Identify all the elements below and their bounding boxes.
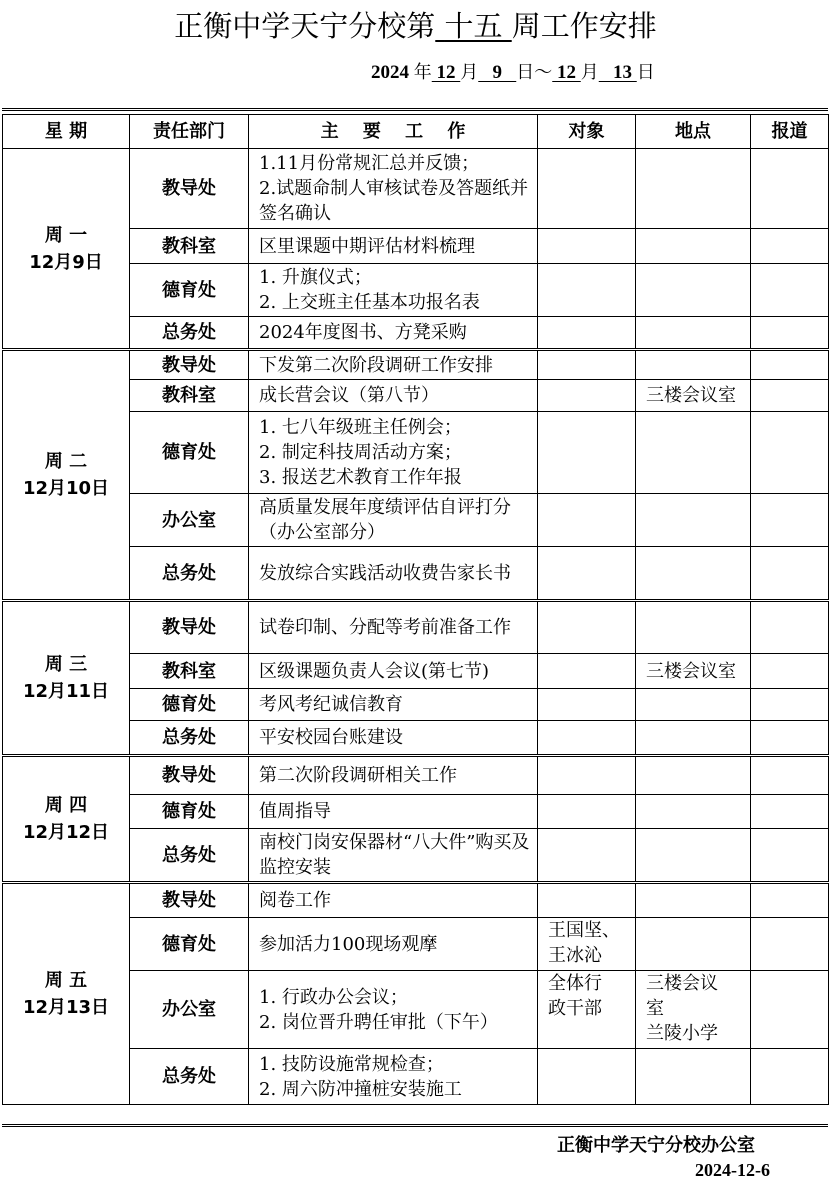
bottom-rule bbox=[2, 1124, 828, 1127]
target-cell bbox=[538, 264, 636, 317]
work-cell bbox=[249, 883, 538, 918]
target-cell bbox=[538, 380, 636, 412]
work-cell bbox=[249, 601, 538, 654]
target-cell bbox=[538, 229, 636, 264]
weekday: 周 三 bbox=[44, 654, 88, 675]
work-cell bbox=[249, 494, 538, 547]
work-cell bbox=[249, 721, 538, 756]
target-cell bbox=[538, 1049, 636, 1105]
work-line: 发放综合实践活动收费告家长书 bbox=[259, 562, 511, 584]
target-cell bbox=[538, 883, 636, 918]
report-cell bbox=[751, 689, 829, 721]
table-row bbox=[3, 149, 829, 229]
work-line: 值周指导 bbox=[259, 801, 331, 822]
dept-cell: 教导处 bbox=[130, 601, 249, 654]
work-cell bbox=[249, 654, 538, 689]
place-cell bbox=[636, 795, 751, 829]
dept-cell: 德育处 bbox=[130, 918, 249, 971]
report-cell bbox=[751, 654, 829, 689]
dept-cell: 教导处 bbox=[130, 756, 249, 795]
report-cell bbox=[751, 795, 829, 829]
dept-cell: 教导处 bbox=[130, 149, 249, 229]
day-cell bbox=[3, 756, 130, 883]
place-cell bbox=[636, 721, 751, 756]
target-cell bbox=[538, 721, 636, 756]
place-line: 三楼会议 bbox=[646, 973, 718, 994]
report-cell bbox=[751, 380, 829, 412]
work-line: 1. 七八年级班主任例会； bbox=[259, 417, 462, 438]
target-cell bbox=[538, 149, 636, 229]
place-cell bbox=[636, 601, 751, 654]
weekday: 周 二 bbox=[44, 451, 88, 472]
dept-cell: 教导处 bbox=[130, 883, 249, 918]
place-cell bbox=[636, 756, 751, 795]
work-line: 南校门岗安保器材“八大件”购买及监控安装 bbox=[259, 832, 530, 878]
report-cell bbox=[751, 829, 829, 883]
report-cell bbox=[751, 229, 829, 264]
target-cell bbox=[538, 829, 636, 883]
target-cell bbox=[538, 918, 636, 971]
work-cell bbox=[249, 918, 538, 971]
work-line: 2024年度图书、方凳采购 bbox=[259, 322, 467, 343]
place-cell bbox=[636, 412, 751, 494]
dept-cell: 教科室 bbox=[130, 229, 249, 264]
work-cell bbox=[249, 756, 538, 795]
day-cell bbox=[3, 883, 130, 1105]
place-cell bbox=[636, 883, 751, 918]
work-cell bbox=[249, 149, 538, 229]
dept-cell: 教科室 bbox=[130, 380, 249, 412]
work-line: 参加活力100现场观摩 bbox=[259, 933, 438, 955]
work-cell bbox=[249, 689, 538, 721]
day-cell bbox=[3, 601, 130, 756]
work-line: 1.11月份常规汇总并反馈； bbox=[259, 153, 480, 174]
dept-cell: 总务处 bbox=[130, 721, 249, 756]
place-cell bbox=[636, 971, 751, 1049]
dept-cell: 教科室 bbox=[130, 654, 249, 689]
place-line: 兰陵小学 bbox=[646, 1023, 718, 1044]
work-line: 3. 报送艺术教育工作年报 bbox=[259, 467, 462, 488]
work-line: 2.试题命制人审核试卷及答题纸并签名确认 bbox=[259, 178, 529, 224]
work-line: 成长营会议（第八节） bbox=[259, 385, 439, 406]
footer-office: 正衡中学天宁分校办公室 bbox=[557, 1135, 755, 1156]
place-cell bbox=[636, 547, 751, 601]
weekday: 周 五 bbox=[44, 970, 88, 991]
target-cell bbox=[538, 317, 636, 350]
header-work: 主 要 工 作 bbox=[249, 115, 538, 149]
place-cell bbox=[636, 317, 751, 350]
work-cell bbox=[249, 229, 538, 264]
dept-cell: 教导处 bbox=[130, 350, 249, 380]
week-number: 十五 bbox=[444, 9, 503, 43]
work-line: 阅卷工作 bbox=[259, 890, 331, 911]
page-title: 正衡中学天宁分校第 十五 周工作安排 bbox=[174, 9, 657, 43]
target-cell bbox=[538, 601, 636, 654]
work-line: 1. 升旗仪式； bbox=[259, 267, 372, 288]
target-cell bbox=[538, 350, 636, 380]
target-line: 王国坚、 bbox=[548, 920, 620, 941]
report-cell bbox=[751, 317, 829, 350]
dept-cell: 德育处 bbox=[130, 795, 249, 829]
work-cell bbox=[249, 412, 538, 494]
report-cell bbox=[751, 547, 829, 601]
work-cell bbox=[249, 380, 538, 412]
place-line: 三楼会议室 bbox=[646, 385, 736, 406]
target-cell bbox=[538, 412, 636, 494]
work-cell bbox=[249, 795, 538, 829]
work-line: 2. 周六防冲撞桩安装施工 bbox=[259, 1078, 462, 1100]
place-cell bbox=[636, 654, 751, 689]
place-line: 三楼会议室 bbox=[646, 660, 736, 682]
report-cell bbox=[751, 918, 829, 971]
dept-cell: 总务处 bbox=[130, 317, 249, 350]
place-cell bbox=[636, 350, 751, 380]
dept-cell: 德育处 bbox=[130, 264, 249, 317]
target-cell bbox=[538, 971, 636, 1049]
top-rule bbox=[2, 108, 828, 111]
work-cell bbox=[249, 264, 538, 317]
report-cell bbox=[751, 971, 829, 1049]
work-cell bbox=[249, 350, 538, 380]
day-date: 12月11日 bbox=[22, 681, 110, 702]
day-date: 12月10日 bbox=[22, 478, 110, 499]
target-line: 全体行 bbox=[548, 973, 602, 994]
report-cell bbox=[751, 883, 829, 918]
report-cell bbox=[751, 149, 829, 229]
work-cell bbox=[249, 547, 538, 601]
header-day: 星 期 bbox=[3, 115, 130, 149]
header-dept: 责任部门 bbox=[130, 115, 249, 149]
place-cell bbox=[636, 380, 751, 412]
target-line: 王冰沁 bbox=[548, 945, 602, 966]
target-cell bbox=[538, 689, 636, 721]
work-cell bbox=[249, 829, 538, 883]
report-cell bbox=[751, 1049, 829, 1105]
work-line: 平安校园台账建设 bbox=[259, 727, 403, 748]
report-cell bbox=[751, 350, 829, 380]
work-line: 下发第二次阶段调研工作安排 bbox=[259, 354, 493, 376]
target-cell bbox=[538, 547, 636, 601]
work-line: 区里课题中期评估材料梳理 bbox=[259, 235, 475, 257]
weekday: 周 一 bbox=[44, 224, 88, 246]
date-range: 2024 年 12 月 9 日～ 12 月 13 日 bbox=[371, 62, 655, 83]
target-line: 政干部 bbox=[548, 998, 602, 1019]
dept-cell: 总务处 bbox=[130, 1049, 249, 1105]
place-cell bbox=[636, 494, 751, 547]
day-date: 12月12日 bbox=[22, 822, 110, 843]
schedule-table bbox=[2, 114, 829, 1105]
work-cell bbox=[249, 317, 538, 350]
day-cell bbox=[3, 149, 130, 350]
dept-cell: 德育处 bbox=[130, 689, 249, 721]
target-cell bbox=[538, 654, 636, 689]
weekday: 周 四 bbox=[44, 795, 88, 816]
day-date: 12月13日 bbox=[22, 997, 110, 1018]
place-cell bbox=[636, 829, 751, 883]
place-line: 室 bbox=[646, 998, 664, 1019]
work-line: 第二次阶段调研相关工作 bbox=[259, 765, 457, 786]
dept-cell: 总务处 bbox=[130, 547, 249, 601]
header-report: 报道 bbox=[751, 115, 829, 149]
day-cell bbox=[3, 350, 130, 601]
report-cell bbox=[751, 494, 829, 547]
report-cell bbox=[751, 264, 829, 317]
work-line: 2. 岗位晋升聘任审批（下午） bbox=[259, 1011, 498, 1033]
place-cell bbox=[636, 229, 751, 264]
place-cell bbox=[636, 1049, 751, 1105]
report-cell bbox=[751, 721, 829, 756]
table-row bbox=[3, 350, 829, 380]
work-cell bbox=[249, 1049, 538, 1105]
place-cell bbox=[636, 149, 751, 229]
footer-date: 2024-12-6 bbox=[695, 1160, 770, 1180]
dept-cell: 办公室 bbox=[130, 971, 249, 1049]
work-line: 考风考纪诚信教育 bbox=[259, 694, 403, 715]
dept-cell: 总务处 bbox=[130, 829, 249, 883]
work-cell bbox=[249, 971, 538, 1049]
header-row bbox=[3, 115, 829, 149]
work-line: 2. 上交班主任基本功报名表 bbox=[259, 292, 480, 313]
header-place: 地点 bbox=[636, 115, 751, 149]
work-line: 区级课题负责人会议(第七节) bbox=[259, 660, 490, 682]
target-cell bbox=[538, 795, 636, 829]
place-cell bbox=[636, 689, 751, 721]
work-line: 1. 行政办公会议； bbox=[259, 986, 408, 1008]
work-line: 试卷印制、分配等考前准备工作 bbox=[259, 617, 511, 638]
table-row bbox=[3, 756, 829, 795]
dept-cell: 办公室 bbox=[130, 494, 249, 547]
table-row bbox=[3, 601, 829, 654]
work-line: 2. 制定科技周活动方案； bbox=[259, 442, 462, 463]
header-target: 对象 bbox=[538, 115, 636, 149]
table-row bbox=[3, 883, 829, 918]
target-cell bbox=[538, 756, 636, 795]
place-cell bbox=[636, 264, 751, 317]
report-cell bbox=[751, 756, 829, 795]
work-line: 高质量发展年度绩评估自评打分（办公室部分） bbox=[259, 497, 511, 543]
target-cell bbox=[538, 494, 636, 547]
report-cell bbox=[751, 601, 829, 654]
place-cell bbox=[636, 918, 751, 971]
work-line: 1. 技防设施常规检查； bbox=[259, 1053, 444, 1075]
dept-cell: 德育处 bbox=[130, 412, 249, 494]
report-cell bbox=[751, 412, 829, 494]
day-date: 12月9日 bbox=[29, 251, 103, 273]
